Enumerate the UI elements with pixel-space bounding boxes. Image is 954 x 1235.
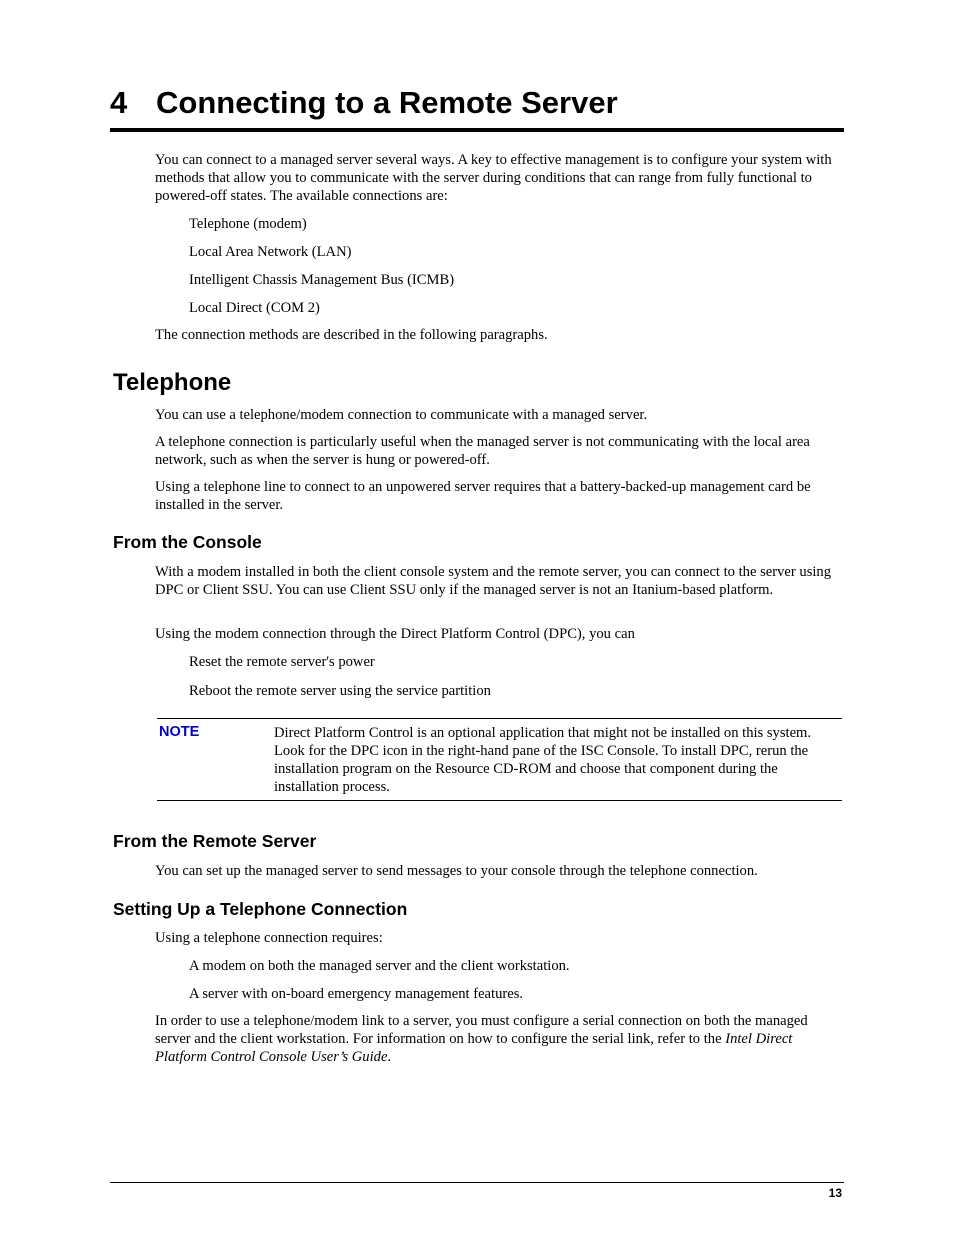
- footer-rule: [110, 1182, 844, 1183]
- subsection-heading-setting-up: Setting Up a Telephone Connection: [113, 899, 408, 919]
- title-rule: [110, 128, 844, 132]
- connection-item: Local Direct (COM 2): [189, 300, 320, 316]
- telephone-paragraph: Using a telephone line to connect to an unpowered server requires that a battery-backed-up management card be installed in the server.: [155, 479, 811, 513]
- connection-item: Telephone (modem): [189, 216, 307, 232]
- note-top-rule: [157, 718, 842, 719]
- note-label: NOTE: [159, 724, 200, 740]
- setup-closing-text: In order to use a telephone/modem link to a server, you must configure a serial connection on both the managed server and the client workstation. For information on how to configure the serial link, refer to the: [155, 1013, 808, 1047]
- connection-item: Intelligent Chassis Management Bus (ICMB): [189, 272, 455, 288]
- setup-closing-period: .: [387, 1049, 392, 1065]
- intro-closing: The connection methods are described in the following paragraphs.: [155, 327, 548, 343]
- connection-item: Local Area Network (LAN): [189, 244, 352, 260]
- subsection-heading-from-console: From the Console: [113, 532, 262, 552]
- chapter-title: [110, 84, 844, 122]
- console-item: Reset the remote server's power: [189, 654, 375, 670]
- guide-title: Intel Direct Platform Control Console User’s Guide: [155, 1031, 793, 1065]
- console-paragraph: Using the modem connection through the Direct Platform Control (DPC), you can: [155, 626, 635, 642]
- chapter-number: 4: [110, 85, 128, 120]
- console-paragraph: With a modem installed in both the client console system and the remote server, you can connect to the server using DPC or Client SSU. You can use Client SSU only if the managed server is not an Itanium-based platform.: [155, 564, 832, 598]
- setup-closing-paragraph: [155, 1012, 843, 1066]
- telephone-paragraph: You can use a telephone/modem connection to communicate with a managed server.: [155, 407, 648, 423]
- remote-paragraph: You can set up the managed server to send messages to your console through the telephone connection.: [155, 863, 758, 879]
- setup-item: A server with on-board emergency management features.: [189, 986, 524, 1002]
- console-item: Reboot the remote server using the service partition: [189, 683, 491, 699]
- subsection-heading-from-remote: From the Remote Server: [113, 831, 317, 851]
- intro-paragraph: You can connect to a managed server several ways. A key to effective management is to configure your system with methods that allow you to communicate with the server during conditions that can range from fully functional to powered-off states. The available connections are:: [155, 152, 832, 204]
- chapter-title-text: Connecting to a Remote Server: [156, 85, 618, 120]
- note-text: Direct Platform Control is an optional application that might not be installed on this system. Look for the DPC icon in the right-hand pane of the ISC Console. To install DPC, rerun the installation program on the Resource CD-ROM and choose that component during the installation process.: [274, 725, 812, 795]
- page-number: 13: [828, 1186, 842, 1200]
- telephone-paragraph: A telephone connection is particularly useful when the managed server is not communicating with the local area network, such as when the server is hung or powered-off.: [155, 434, 810, 468]
- section-heading-telephone: Telephone: [113, 369, 232, 396]
- note-bottom-rule: [157, 800, 842, 801]
- setup-item: A modem on both the managed server and the client workstation.: [189, 958, 570, 974]
- setup-paragraph: Using a telephone connection requires:: [155, 930, 383, 946]
